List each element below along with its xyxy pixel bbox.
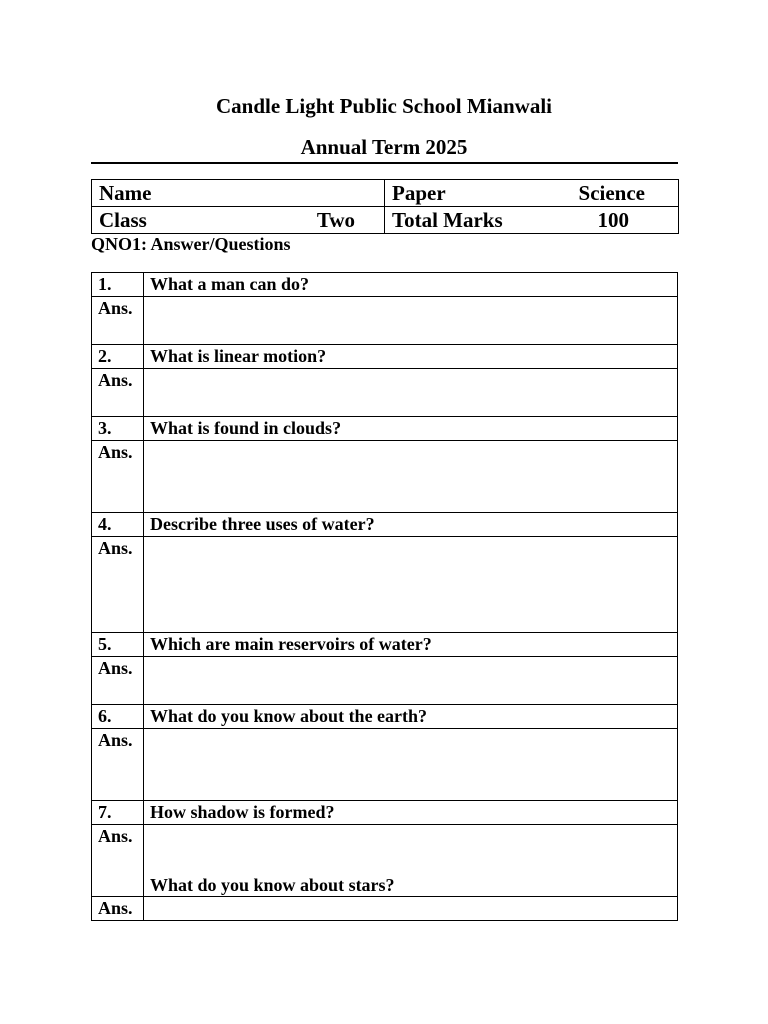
term-title: Annual Term 2025 <box>300 135 468 159</box>
question-number: 5. <box>92 633 144 657</box>
question-row <box>92 417 678 441</box>
question-number: 3. <box>92 417 144 441</box>
name-cell[interactable] <box>92 180 385 207</box>
answer-row <box>92 297 678 345</box>
answer-label: Ans. <box>92 657 144 705</box>
answer-row <box>92 537 678 633</box>
answer-label: Ans. <box>92 729 144 801</box>
question-row <box>92 705 678 729</box>
marks-value: 100 <box>597 208 629 232</box>
school-name: Candle Light Public School Mianwali <box>215 94 553 118</box>
question-number: 4. <box>92 513 144 537</box>
answer-space[interactable] <box>144 537 678 633</box>
question-row <box>92 273 678 297</box>
answer-label: Ans. <box>92 441 144 513</box>
paper-value: Science <box>578 181 645 205</box>
question-row <box>92 633 678 657</box>
student-info-table <box>91 179 679 234</box>
answer-space[interactable] <box>144 825 678 897</box>
marks-label: Total Marks <box>392 208 503 232</box>
class-label: Class <box>99 208 147 232</box>
section-heading: QNO1: Answer/Questions <box>91 234 291 254</box>
name-label: Name <box>99 181 152 205</box>
question-text: What is found in clouds? <box>144 417 678 441</box>
answer-label: Ans. <box>92 537 144 633</box>
question-text: Describe three uses of water? <box>144 513 678 537</box>
answer-row <box>92 657 678 705</box>
question-text: Which are main reservoirs of water? <box>144 633 678 657</box>
class-value: Two <box>316 208 355 232</box>
paper-label: Paper <box>392 181 446 205</box>
question-text: What do you know about the earth? <box>144 705 678 729</box>
question-row <box>92 345 678 369</box>
question-number: 6. <box>92 705 144 729</box>
answer-label: Ans. <box>92 297 144 345</box>
answer-space[interactable] <box>144 897 678 921</box>
answer-row <box>92 441 678 513</box>
answer-label: Ans. <box>92 369 144 417</box>
answer-space[interactable] <box>144 729 678 801</box>
answer-space[interactable] <box>144 297 678 345</box>
answer-space[interactable] <box>144 441 678 513</box>
header-divider <box>91 162 678 164</box>
answer-space[interactable] <box>144 657 678 705</box>
question-text: What a man can do? <box>144 273 678 297</box>
answer-row <box>92 369 678 417</box>
question-number: 1. <box>92 273 144 297</box>
question-number: 7. <box>92 801 144 825</box>
answer-label: Ans. <box>92 897 144 921</box>
question-number: 2. <box>92 345 144 369</box>
question-text: What is linear motion? <box>144 345 678 369</box>
answer-row <box>92 729 678 801</box>
question-text: How shadow is formed? <box>144 801 678 825</box>
answer-space[interactable] <box>144 369 678 417</box>
marks-cell <box>385 207 679 234</box>
question-row <box>92 513 678 537</box>
paper-cell <box>385 180 679 207</box>
answer-row <box>92 897 678 921</box>
class-cell <box>92 207 385 234</box>
answer-label: Ans. <box>92 825 144 897</box>
questions-table <box>91 272 678 921</box>
answer-row <box>92 825 678 897</box>
question-row <box>92 801 678 825</box>
question-text: What do you know about stars? <box>150 875 395 895</box>
